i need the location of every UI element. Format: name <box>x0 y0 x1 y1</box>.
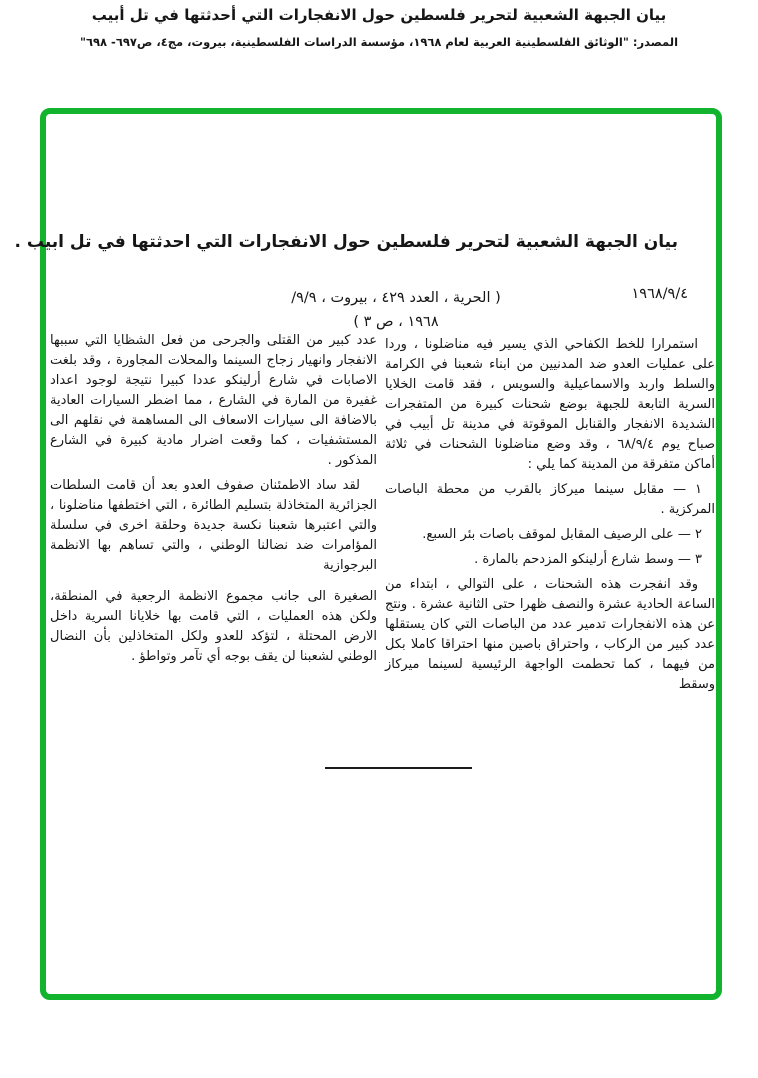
divider-line <box>325 767 472 769</box>
column-left <box>50 331 377 672</box>
document-citation <box>250 286 542 334</box>
page-header <box>0 6 758 49</box>
document-frame <box>14 108 722 1000</box>
column-right <box>385 335 715 700</box>
page-title: بيان الجبهة الشعبية لتحرير فلسطين حول الانفجارات التي أحدثتها في تل أبيب <box>91 6 667 24</box>
document-title: بيان الجبهة الشعبية لتحرير فلسطين حول الانفجارات التي احدثتها في تل ابيب . <box>14 232 678 252</box>
paragraph-intro: استمرارا للخط الكفاحي الذي يسير فيه مناضلونا ، وردا على عمليات العدو ضد المدنيين من ابناء شعبنا في الكرامة والسلط واربد والاسماعيلية والسويس ، فقد قامت الخلايا السرية التابعة للجبهة بوضع شحنات كبيرة من المتفجرات الشديدة الانفجار والقنابل الموقوتة في مدينة تل أبيب في صباح يوم ٦٨/٩/٤ ، وقد وضع مناضلونا الشحنات في ثلاثة أماكن متفرقة من المدينة كما يلي : <box>385 337 716 472</box>
source-line: المصدر: "الوثائق الفلسطينية العربية لعام ١٩٦٨، مؤسسة الدراسات الفلسطينية، بيروت، مج٤، ص٦٩٧- ٦٩٨" <box>79 35 679 49</box>
document-date: ١٩٦٨/٩/٤ <box>631 286 688 302</box>
list-item-3: ٣ — وسط شارع أرلينكو المزدحم بالمارة . <box>474 552 702 567</box>
paragraph-conclusion: الصغيرة الى جانب مجموع الانظمة الرجعية في المنطقة، ولكن هذه العمليات ، التي قامت بها خلايانا السرية داخل الارض المحتلة ، لتؤكد للعدو ولكل المتخاذلين بأن النضال الوطني لشعبنا لن يقف بوجه أي تآمر وتواطؤ . <box>50 589 377 664</box>
paragraph-explosions: وقد انفجرت هذه الشحنات ، على التوالي ، ابتداء من الساعة الحادية عشرة والنصف ظهرا حتى الثانية عشرة . ونتج عن هذه الانفجارات تدمير عدد من الباصات التي كان يستقلها عدد كبير من الركاب ، واحتراق باصين منها احتراقا كاملا بكل من فيهما ، كما تحطمت الواجهة الرئيسية لسينما ميركاز وسقط <box>385 577 715 692</box>
citation-line-1: ( الحرية ، العدد ٤٢٩ ، بيروت ، ٩/٩/ <box>291 290 501 306</box>
citation-line-2: ١٩٦٨ ، ص ٣ ) <box>353 314 439 330</box>
list-item-2: ٢ — على الرصيف المقابل لموقف باصات بئر السبع. <box>422 527 702 542</box>
list-item-1: ١ — مقابل سينما ميركاز بالقرب من محطة الباصات المركزية . <box>385 482 715 517</box>
paragraph-casualties: عدد كبير من القتلى والجرحى من فعل الشظايا التي سببها الانفجار وانهيار زجاج السينما والمحلات المجاورة ، وقد بلغت الاصابات في شارع أرلينكو عددا كبيرا نتيجة لوجود اعداد غفيرة من المارة في الشارع ، مما اضطر السيارات العادية بالاضافة الى سيارات الاسعاف الى المساهمة في نقلهم الى المستشفيات ، كما وقعت اضرار مادية كبيرة في الشارع المذكور . <box>50 333 377 468</box>
paragraph-enemy: لقد ساد الاطمئنان صفوف العدو بعد أن قامت السلطات الجزائرية المتخاذلة بتسليم الطائرة ، التي اختطفها مناضلونا ، والتي اعتبرها شعبنا نكسة جديدة وحلقة اخرى في سلسلة المؤامرات ضد نضالنا الوطني ، والتي تساهم بها الانظمة البرجوازية <box>50 478 377 573</box>
